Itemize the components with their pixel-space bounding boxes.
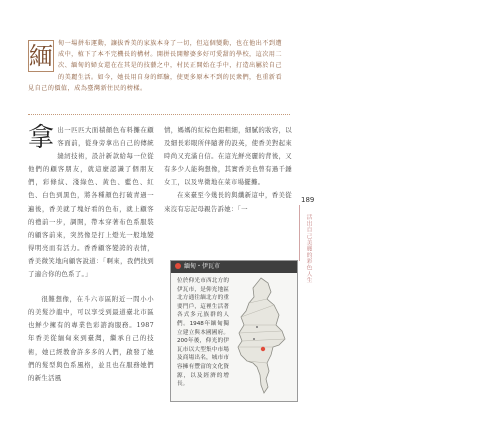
map-sidebar-title: 緬甸・伊瓦市 [184,263,221,270]
section-divider [28,114,290,115]
body-paragraph-2 [28,293,154,385]
myanmar-outline [238,278,285,393]
city-marker [261,347,265,351]
body-paragraph-1-text: 出一匹匹大面積顏色布料攤在顧客面前，從身旁拿出自己的傳統縫紉技術，設計新款給每一位從他們的顧客朋友，就這麼認識了個朋友們，彩條紋、淺綠色、黃色、藍色、紅色、白色到黑色，將各種顏色打破青過一遍後，香美就了塊好看的色布，就上顧客的禮前一步，調開，帶本穿著布色系服裝的顧客前來，突然像是打上燈光一般地變得明亮而有活力。香香顧客變誇的表情，香美微笑地向顧客說道：「啊來，我們找到了適合你的色系了。」 [28,126,154,279]
map-sidebar-header [171,261,297,273]
location-pin-icon [175,263,181,269]
body-paragraph-3-text: 情，媽媽的紅棕色鋁粗細，細膩的妝容，以及細長彩眼所伴隨著的設英，使香美對起來時尚又充滿自信。在這光鮮亮麗的背後，又有多少人能夠想像，其實香美也曾有過千錘女工，以及卑微地在菜市場擺攤。 [164,126,292,187]
side-caption: 活出自己美麗的彩色人生 [305,214,311,284]
body-paragraph-3 [164,124,292,189]
body-paragraph-2-text: 很難想像，在斗六市區附近一間小小的美髮沙龍中，可以享受到最道臺北市區也鮮少擁有的專業色彩諮詢服務。1987 年香美從緬甸來到臺灣，繼承自己的技術，她已經教會許多多的人們，啟發了她們的髮型與色系風格，並且也在服務她們的新生活風 [28,295,154,382]
intro-text: 甸一場拼布運動，讓拔香美的家族本身了一切，但這個變動，也在他出不到遭成中，植下了本不完機長的構材。開拼長開辦婆多好可愛甜的學校，這次用二次、緬甸的婦女還在在其是的技藝之中，村民正開始在手中，打造出屬於自己的美麗生活。如今，她長用自身的經驗，使更多原本不到的民衆們，也重新看見自己的價值，成為臺灣新住民的榜樣。 [28,40,282,92]
body-column-right [164,124,292,264]
body-paragraph-4 [164,189,292,215]
map-sidebar-text: 位於仰光市西北方的伊瓦市，是仰光地區北方通往緬北方的重要門戶，這裡生活著各式多元族群的人們。1948年緬甸獨立建立與本國國府。200年後，仰光的伊瓦市以大型集中市場及商場出名，城市市容擁有豐富的文化資源，以及經濟的增長。 [177,278,229,388]
body-paragraph-4-text: 在來臺至今幾長的與纖新這中，香美從來沒有忘記母親告訴她：「一 [164,191,292,213]
body-drop-cap: 拿 [28,123,55,153]
body-column-left [28,124,154,409]
intro-paragraph [28,38,286,108]
intro-drop-cap: 緬 [29,42,54,70]
side-rule [299,205,300,261]
map-sidebar-box [170,260,298,402]
body-paragraph-1 [28,124,154,281]
myanmar-map-illustration [227,275,293,397]
page-number: 189 [301,196,315,204]
